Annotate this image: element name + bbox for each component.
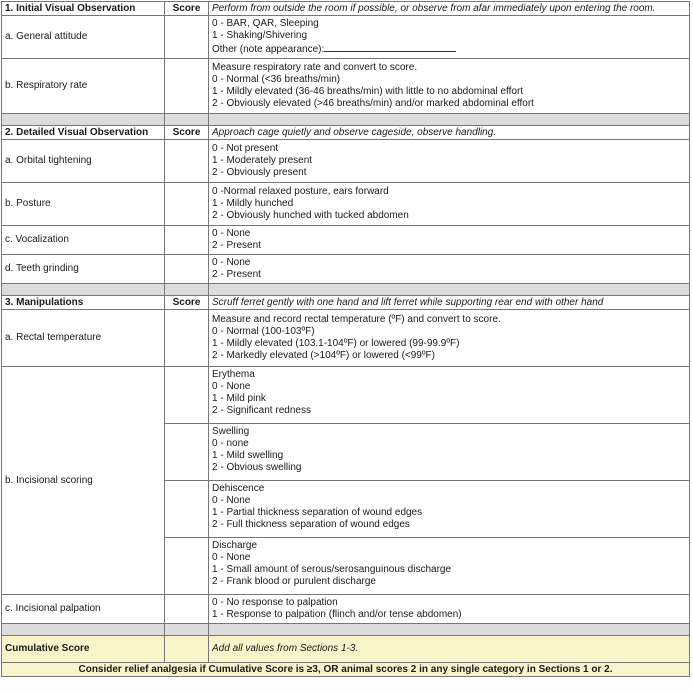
posture-options: [209, 183, 690, 226]
incisional-options-stack: [209, 367, 690, 595]
section-gap: [2, 114, 690, 126]
erythema-score-cell[interactable]: [165, 367, 208, 424]
dehiscence-score-cell[interactable]: [165, 481, 208, 538]
option: Other (note appearance):: [212, 44, 325, 55]
posture-row: [2, 183, 690, 226]
section-2-instruction: Approach cage quietly and observe cageside, observe handling.: [209, 126, 690, 140]
option: 1 - Response to palpation (flinch and/or tense abdomen): [212, 609, 462, 620]
vocalization-row: [2, 226, 690, 255]
respiratory-rate-options: [209, 59, 690, 114]
incisional-scoring-row: [2, 367, 690, 595]
discharge-heading: Discharge: [212, 540, 258, 551]
option: 0 - None: [212, 495, 251, 506]
section-1-title: 1. Initial Visual Observation: [2, 2, 165, 16]
score-header: Score: [165, 2, 209, 16]
cumulative-score-cell[interactable]: [165, 636, 209, 663]
option: 1 - Mild pink: [212, 393, 266, 404]
section-2-title: 2. Detailed Visual Observation: [2, 126, 165, 140]
general-attitude-options: [209, 16, 690, 59]
option: 1 - Shaking/Shivering: [212, 30, 308, 41]
orbital-tightening-score-cell[interactable]: [165, 140, 209, 183]
option: 1 - Partial thickness separation of wound edges: [212, 507, 423, 518]
section-1-instruction: Perform from outside the room if possible, or observe from afar immediately upon entering the room.: [209, 2, 690, 16]
discharge-block: [209, 538, 689, 594]
option: 2 - Obviously hunched with tucked abdomen: [212, 210, 409, 221]
option: 2 - Obviously present: [212, 167, 307, 178]
option: 1 - Mildly hunched: [212, 198, 294, 209]
incisional-palpation-options: [209, 595, 690, 624]
teeth-grinding-options: [209, 255, 690, 284]
option: 0 - None: [212, 552, 251, 563]
incisional-score-stack: [165, 367, 209, 595]
option: 2 - Frank blood or purulent discharge: [212, 576, 376, 587]
option: 0 - Normal (<36 breaths/min): [212, 74, 341, 85]
vocalization-label: c. Vocalization: [2, 226, 165, 255]
discharge-score-cell[interactable]: [165, 538, 208, 594]
option: 0 - No response to palpation: [212, 597, 338, 608]
option: 0 - Normal (100-103ºF): [212, 326, 315, 337]
orbital-tightening-label: a. Orbital tightening: [2, 140, 165, 183]
respiratory-rate-score-cell[interactable]: [165, 59, 209, 114]
dehiscence-block: [209, 481, 689, 538]
note-blank[interactable]: [324, 42, 456, 52]
incisional-palpation-row: [2, 595, 690, 624]
analgesia-note-row: [2, 663, 690, 677]
option: 2 - Full thickness separation of wound edges: [212, 519, 410, 530]
option: 2 - Obviously elevated (>46 breaths/min) and/or marked abdominal effort: [212, 98, 534, 109]
option: 0 - None: [212, 257, 251, 268]
analgesia-note: Consider relief analgesia if Cumulative Score is ≥3, OR animal scores 2 in any single category in Sections 1 or 2.: [2, 663, 690, 677]
option: 1 - Mild swelling: [212, 450, 284, 461]
option: 2 - Present: [212, 269, 261, 280]
incisional-palpation-label: c. Incisional palpation: [2, 595, 165, 624]
option: 1 - Moderately present: [212, 155, 313, 166]
option: 2 - Present: [212, 240, 261, 251]
score-header: Score: [165, 126, 209, 140]
teeth-grinding-score-cell[interactable]: [165, 255, 209, 284]
option: 1 - Mildly elevated (103.1-104ºF) or lowered (99-99.9ºF): [212, 338, 460, 349]
option: 0 -Normal relaxed posture, ears forward: [212, 186, 389, 197]
general-attitude-row: [2, 16, 690, 59]
option: 0 - BAR, QAR, Sleeping: [212, 18, 319, 29]
section-3-title: 3. Manipulations: [2, 296, 165, 310]
other-note-line: [212, 42, 686, 56]
option: 0 - none: [212, 438, 249, 449]
rectal-temperature-label: a. Rectal temperature: [2, 310, 165, 367]
option: 2 - Significant redness: [212, 405, 311, 416]
section-2-header: [2, 126, 690, 140]
incisional-scoring-label: b. Incisional scoring: [2, 367, 165, 595]
rectal-temperature-options: [209, 310, 690, 367]
cumulative-score-instruction: Add all values from Sections 1-3.: [209, 636, 690, 663]
pain-scoring-sheet: [1, 1, 690, 677]
instruction-line: Measure and record rectal temperature (ºF) and convert to score.: [212, 314, 501, 325]
option: 0 - Not present: [212, 143, 279, 154]
swelling-heading: Swelling: [212, 426, 250, 437]
orbital-tightening-row: [2, 140, 690, 183]
section-3-instruction: Scruff ferret gently with one hand and lift ferret while supporting rear end with other hand: [209, 296, 690, 310]
vocalization-options: [209, 226, 690, 255]
option: 0 - None: [212, 228, 251, 239]
swelling-block: [209, 424, 689, 481]
option: 0 - None: [212, 381, 251, 392]
posture-score-cell[interactable]: [165, 183, 209, 226]
rectal-temperature-score-cell[interactable]: [165, 310, 209, 367]
option: 2 - Obvious swelling: [212, 462, 302, 473]
teeth-grinding-row: [2, 255, 690, 284]
posture-label: b. Posture: [2, 183, 165, 226]
section-1-header: [2, 2, 690, 16]
score-header: Score: [165, 296, 209, 310]
general-attitude-score-cell[interactable]: [165, 16, 209, 59]
respiratory-rate-row: [2, 59, 690, 114]
section-gap: [2, 624, 690, 636]
instruction-line: Measure respiratory rate and convert to score.: [212, 62, 418, 73]
rectal-temperature-row: [2, 310, 690, 367]
option: 1 - Mildly elevated (36-46 breaths/min) with little to no abdominal effort: [212, 86, 524, 97]
section-gap: [2, 284, 690, 296]
swelling-score-cell[interactable]: [165, 424, 208, 481]
incisional-palpation-score-cell[interactable]: [165, 595, 209, 624]
option: 1 - Small amount of serous/serosanguinous discharge: [212, 564, 452, 575]
teeth-grinding-label: d. Teeth grinding: [2, 255, 165, 284]
cumulative-score-label: Cumulative Score: [2, 636, 165, 663]
vocalization-score-cell[interactable]: [165, 226, 209, 255]
orbital-tightening-options: [209, 140, 690, 183]
section-3-header: [2, 296, 690, 310]
erythema-block: [209, 367, 689, 424]
option: 2 - Markedly elevated (>104ºF) or lowered (<99ºF): [212, 350, 435, 361]
general-attitude-label: a. General attitude: [2, 16, 165, 59]
cumulative-score-row: [2, 636, 690, 663]
dehiscence-heading: Dehiscence: [212, 483, 265, 494]
erythema-heading: Erythema: [212, 369, 255, 380]
respiratory-rate-label: b. Respiratory rate: [2, 59, 165, 114]
